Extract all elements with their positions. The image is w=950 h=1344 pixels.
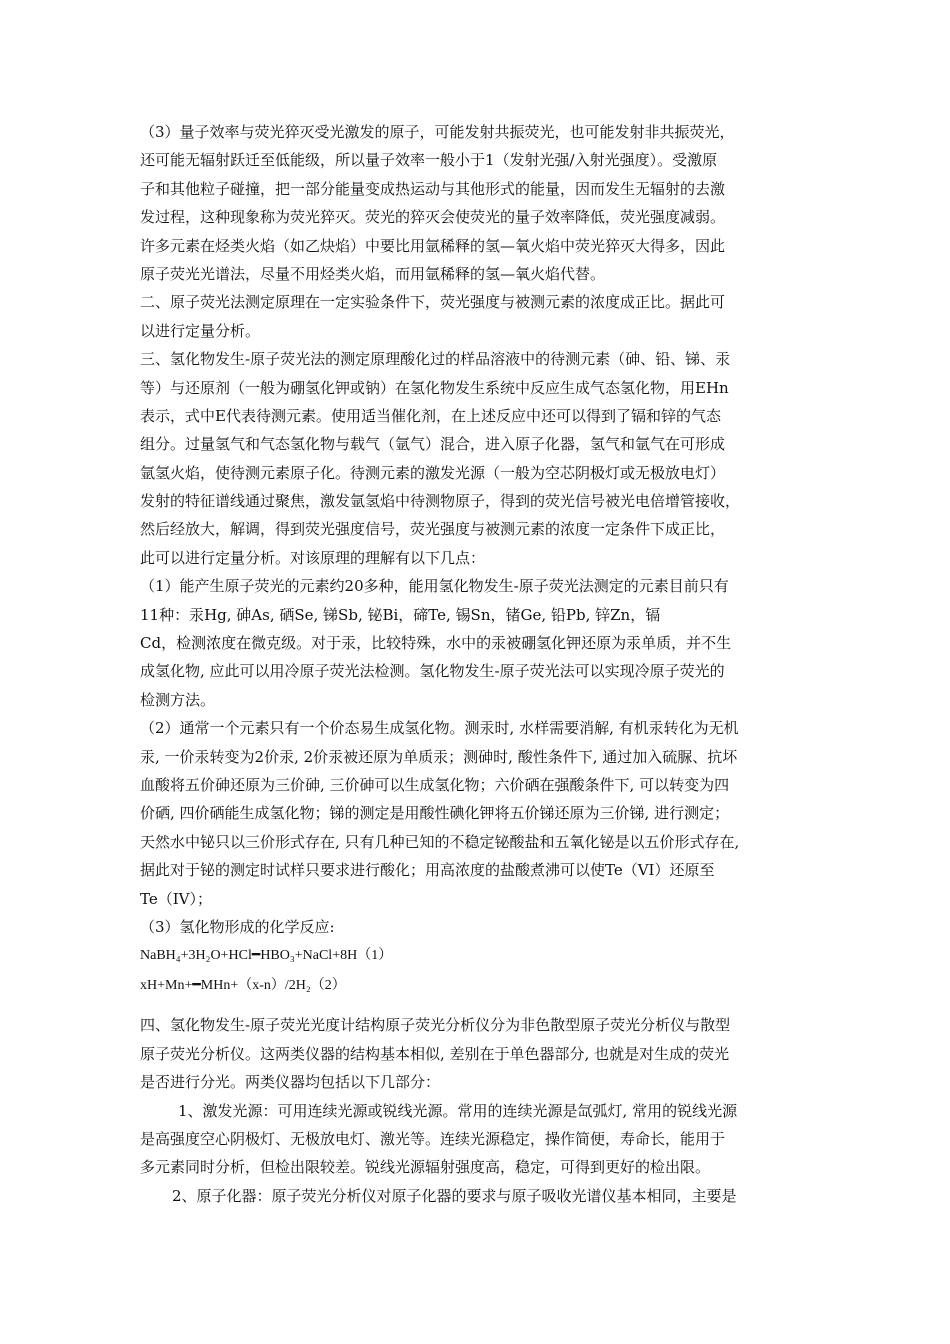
- text-line: 多元素同时分析，但检出限较差。锐线光源辐射强度高，稳定，可得到更好的检出限。: [140, 1158, 711, 1177]
- text-line: 原子荧光分析仪。这两类仪器的结构基本相似, 差别在于单色器部分, 也就是对生成的荧光: [140, 1044, 730, 1063]
- text-line: 1、激发光源：可用连续光源或锐线光源。常用的连续光源是氙弧灯, 常用的锐线光源: [178, 1101, 738, 1120]
- text-line: 是否进行分光。两类仪器均包括以下几部分：: [140, 1073, 441, 1092]
- text-line: （2）通常一个元素只有一个价态易生成氢化物。测汞时, 水样需要消解, 有机汞转化为无机: [140, 719, 739, 738]
- text-line: 此可以进行定量分析。对该原理的理解有以下几点：: [140, 548, 486, 567]
- text-line: 检测方法。: [140, 690, 216, 709]
- paragraph-atomizer: [140, 1182, 820, 1210]
- paragraph-section-4: [140, 1011, 820, 1096]
- text-line: （3）氢化物形成的化学反应:: [140, 917, 335, 936]
- text-line: Te（IV）；: [140, 889, 212, 908]
- text-line: 还可能无辐射跃迁至低能级，所以量子效率一般小于1（发射光强/入射光强度）。受激原: [140, 151, 718, 170]
- paragraph-quantum-efficiency: [140, 118, 820, 288]
- text-line: 据此对于铋的测定时试样只要求进行酸化；用高浓度的盐酸煮沸可以使Te（VI）还原至: [140, 861, 715, 880]
- text-line: 四、氢化物发生-原子荧光光度计结构原子荧光分析仪分为非色散型原子荧光分析仪与散型: [140, 1016, 731, 1035]
- text-line: 发射的特征谱线通过聚焦，激发氩氢焰中待测物原子，得到的荧光信号被光电倍增管接收，: [140, 492, 741, 511]
- formula-1: NaBH₄+3H₂O+HCl━HBO₃+NaCl+8H（1）: [140, 948, 393, 964]
- text-line: 氩氢火焰，使待测元素原子化。待测元素的激发光源（一般为空芯阴极灯或无极放电灯）: [140, 463, 726, 482]
- paragraph-point-2: [140, 714, 820, 913]
- text-line: 是高强度空心阴极灯、无极放电灯、激光等。连续光源稳定，操作简便，寿命长，能用于: [140, 1129, 726, 1148]
- text-line: Cd，检测浓度在微克级。对于汞，比较特殊，水中的汞被硼氢化钾还原为汞单质，并不生: [140, 634, 732, 653]
- text-line: 汞, 一价汞转变为2价汞, 2价汞被还原为单质汞；测砷时, 酸性条件下, 通过加入硫脲、抗坏: [140, 747, 738, 766]
- text-line: 成氢化物, 应此可以用冷原子荧光法检测。氢化物发生-原子荧光法可以实现冷原子荧光的: [140, 662, 725, 681]
- text-line: 三、氢化物发生-原子荧光法的测定原理酸化过的样品溶液中的待测元素（砷、铅、锑、汞: [140, 350, 731, 369]
- paragraph-point-3: [140, 913, 820, 941]
- paragraph-section-2: [140, 288, 820, 345]
- text-line: 价硒, 四价硒能生成氢化物；锑的测定是用酸性碘化钾将五价锑还原为三价锑, 进行测定；: [140, 804, 730, 823]
- chemical-formulas: [140, 941, 820, 1001]
- text-line: 11种：汞Hg, 砷As, 硒Se, 锑Sb, 铋Bi，碲Te, 锡Sn，锗Ge, 铅Pb, 锌Zn，镉: [140, 605, 661, 624]
- text-line: 发过程，这种现象称为荧光猝灭。荧光的猝灭会使荧光的量子效率降低，荧光强度减弱。: [140, 208, 726, 227]
- text-line: 等）与还原剂（一般为硼氢化钾或钠）在氢化物发生系统中反应生成气态氢化物，用EHn: [140, 378, 729, 397]
- paragraph-point-1: [140, 572, 820, 714]
- text-line: 血酸将五价砷还原为三价砷, 三价砷可以生成氢化物；六价硒在强酸条件下, 可以转变为四: [140, 775, 730, 794]
- text-line: 2、原子化器：原子荧光分析仪对原子化器的要求与原子吸收光谱仪基本相同，主要是: [172, 1186, 737, 1205]
- text-line: 原子荧光光谱法，尽量不用烃类火焰，而用氩稀释的氢—氧火焰代替。: [140, 264, 606, 283]
- document-body: [140, 118, 820, 1210]
- text-line: 然后经放大，解调，得到荧光强度信号，荧光强度与被测元素的浓度一定条件下成正比，: [140, 520, 726, 539]
- text-line: 天然水中铋只以三价形式存在, 只有几种已知的不稳定铋酸盐和五氧化铋是以五价形式存在,: [140, 832, 740, 851]
- formula-2: xH+Mn+━MHn+（x-n）/2H₂（2）: [140, 978, 346, 994]
- text-line: 子和其他粒子碰撞，把一部分能量变成热运动与其他形式的能量，因而发生无辐射的去激: [140, 179, 726, 198]
- text-line: 以进行定量分析。: [140, 321, 261, 340]
- text-line: 许多元素在烃类火焰（如乙炔焰）中要比用氩稀释的氢—氧火焰中荧光猝灭大得多，因此: [140, 236, 726, 255]
- paragraph-excitation-source: [140, 1097, 820, 1182]
- text-line: 表示，式中E代表待测元素。使用适当催化剂，在上述反应中还可以得到了镉和锌的气态: [140, 406, 721, 425]
- paragraph-section-3: [140, 345, 820, 572]
- spacer: [140, 1001, 820, 1011]
- text-line: （1）能产生原子荧光的元素约20多种，能用氢化物发生-原子荧光法测定的元素目前只有: [140, 577, 729, 596]
- text-line: （3）量子效率与荧光猝灭受光激发的原子，可能发射共振荧光，也可能发射非共振荧光，: [140, 123, 735, 141]
- text-line: 组分。过量氢气和气态氢化物与载气（氩气）混合，进入原子化器，氢气和氩气在可形成: [140, 435, 726, 454]
- text-line: 二、原子荧光法测定原理在一定实验条件下，荧光强度与被测元素的浓度成正比。据此可: [140, 293, 726, 312]
